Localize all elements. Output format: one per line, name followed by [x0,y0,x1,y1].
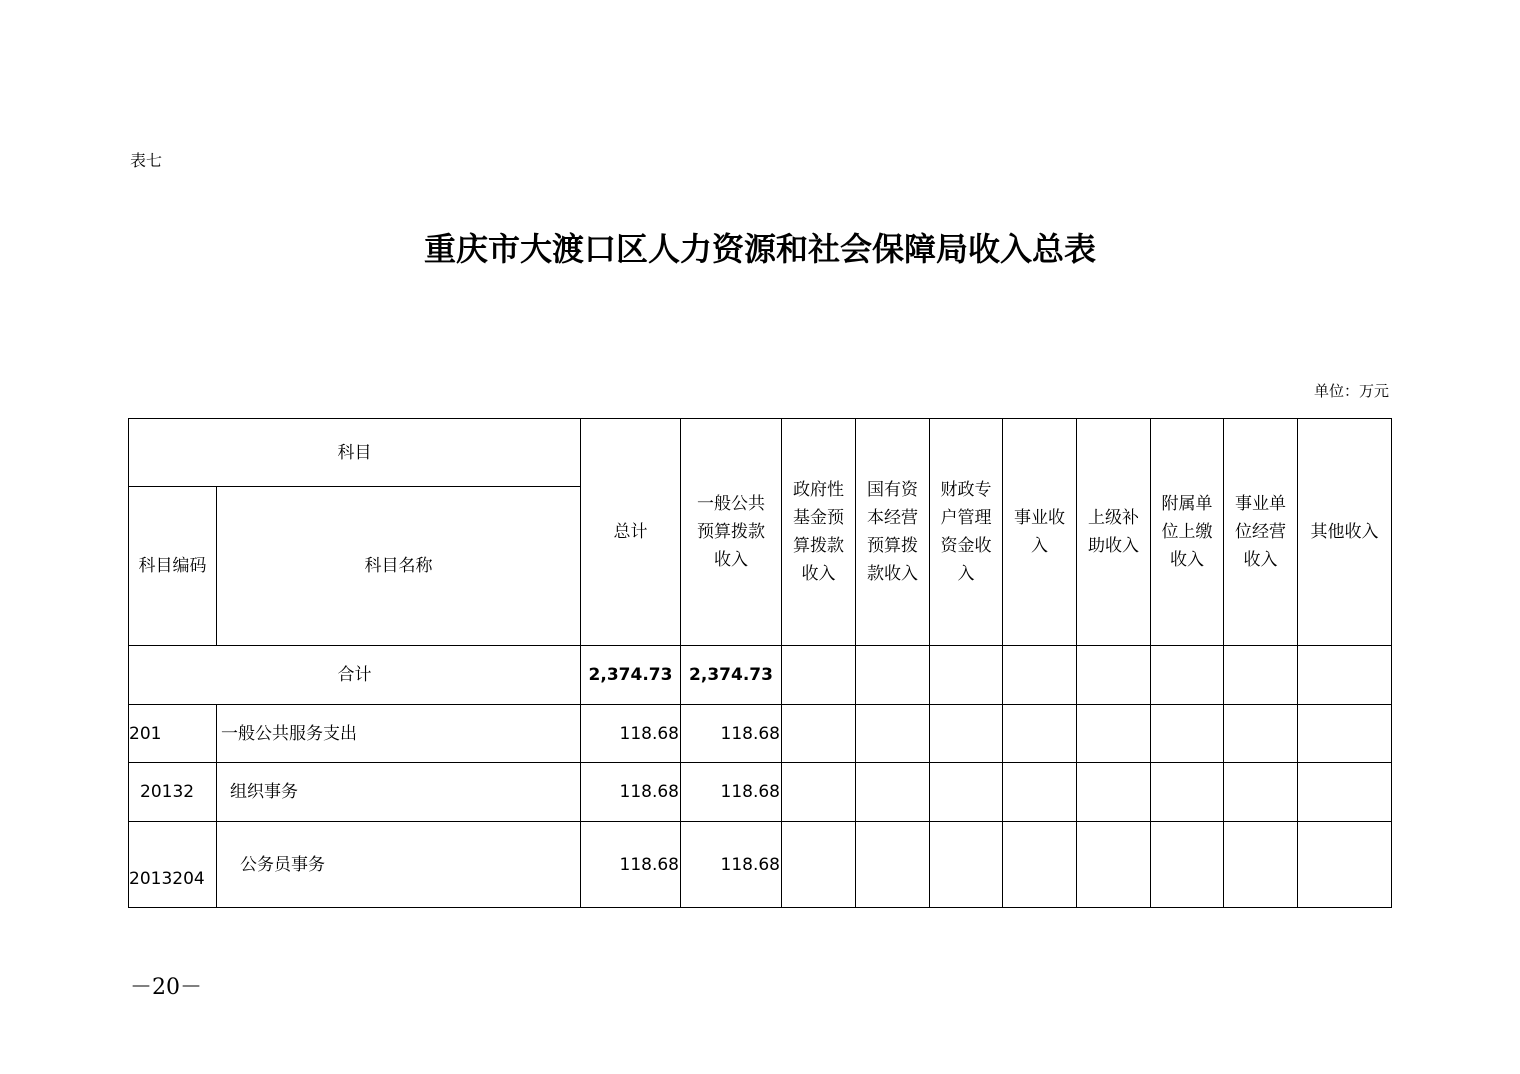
header-line: 事业单 [1235,494,1286,514]
header-line: 收入 [801,564,836,584]
page-tag: 表七 [130,151,163,170]
empty-cell [782,646,856,705]
empty-cell [1077,646,1151,705]
empty-cell [1003,646,1077,705]
header-general-public-budget [681,419,782,646]
header-business-income [1003,419,1077,646]
header-line: 基金预 [793,508,844,528]
header-line: 入 [1031,536,1048,556]
header-line: 收入 [1243,550,1278,570]
empty-cell [782,822,856,908]
header-line: 政府性 [793,480,844,500]
row-total: 118.68 [581,822,681,908]
empty-cell [1077,705,1151,763]
header-line: 助收入 [1088,536,1139,556]
empty-cell [1151,763,1224,822]
empty-cell [856,822,930,908]
table-row [129,705,1392,763]
empty-cell [930,763,1003,822]
row-total: 118.68 [581,705,681,763]
header-subject-name: 科目名称 [217,487,581,646]
header-other-income: 其他收入 [1298,419,1392,646]
header-line: 款收入 [867,564,918,584]
header-line: 上级补 [1088,508,1139,528]
subject-name: 一般公共服务支出 [217,705,581,763]
header-line: 一般公共 [697,494,765,514]
empty-cell [930,705,1003,763]
header-superior-subsidy [1077,419,1151,646]
page-number: －20－ [130,975,202,1000]
total-amount: 2,374.73 [581,646,681,705]
header-state-capital-budget [856,419,930,646]
header-line: 预算拨款 [697,522,765,542]
header-gov-fund-budget [782,419,856,646]
header-line: 附属单 [1161,494,1213,514]
empty-cell [856,646,930,705]
header-line: 户管理 [940,508,992,528]
total-general-public-budget: 2,374.73 [681,646,782,705]
table-row [129,763,1392,822]
header-line: 财政专 [940,480,992,500]
empty-cell [782,763,856,822]
subject-code: 20132 [129,763,217,822]
header-business-operation-income [1224,419,1298,646]
income-summary-table [128,418,1392,908]
document-title: 重庆市大渡口区人力资源和社会保障局收入总表 [423,230,1096,268]
header-line: 收入 [714,550,748,570]
row-general-public-budget: 118.68 [681,822,782,908]
empty-cell [1224,822,1298,908]
table-row [129,822,1392,908]
row-general-public-budget: 118.68 [681,763,782,822]
unit-label: 单位：万元 [1313,382,1389,400]
row-general-public-budget: 118.68 [681,705,782,763]
subject-code: 201 [129,705,217,763]
empty-cell [1151,822,1224,908]
total-row [129,646,1392,705]
empty-cell [1003,822,1077,908]
empty-cell [1224,705,1298,763]
header-line: 收入 [1170,550,1204,570]
empty-cell [1077,822,1151,908]
subject-name: 公务员事务 [217,822,581,908]
header-total: 总计 [581,419,681,646]
empty-cell [930,822,1003,908]
subject-code: 2013204 [129,822,217,908]
subject-name: 组织事务 [217,763,581,822]
empty-cell [1003,705,1077,763]
empty-cell [1298,646,1392,705]
header-fiscal-special-account [930,419,1003,646]
empty-cell [1298,763,1392,822]
empty-cell [856,705,930,763]
header-line: 事业收 [1014,508,1065,528]
header-line: 算拨款 [793,536,844,556]
header-line: 位上缴 [1161,522,1213,542]
empty-cell [1077,763,1151,822]
header-affiliated-unit-income [1151,419,1224,646]
empty-cell [1298,705,1392,763]
empty-cell [1298,822,1392,908]
header-line: 预算拨 [867,536,918,556]
empty-cell [1224,763,1298,822]
empty-cell [782,705,856,763]
header-subject: 科目 [129,419,581,487]
row-total: 118.68 [581,763,681,822]
header-line: 位经营 [1235,522,1286,542]
empty-cell [856,763,930,822]
header-row-1 [129,419,1392,487]
empty-cell [1151,705,1224,763]
header-line: 入 [957,564,975,584]
header-line: 国有资 [867,480,918,500]
empty-cell [1003,763,1077,822]
header-subject-code: 科目编码 [129,487,217,646]
header-line: 本经营 [867,508,918,528]
empty-cell [930,646,1003,705]
header-line: 资金收 [940,536,992,556]
empty-cell [1224,646,1298,705]
empty-cell [1151,646,1224,705]
total-label: 合计 [129,646,581,705]
